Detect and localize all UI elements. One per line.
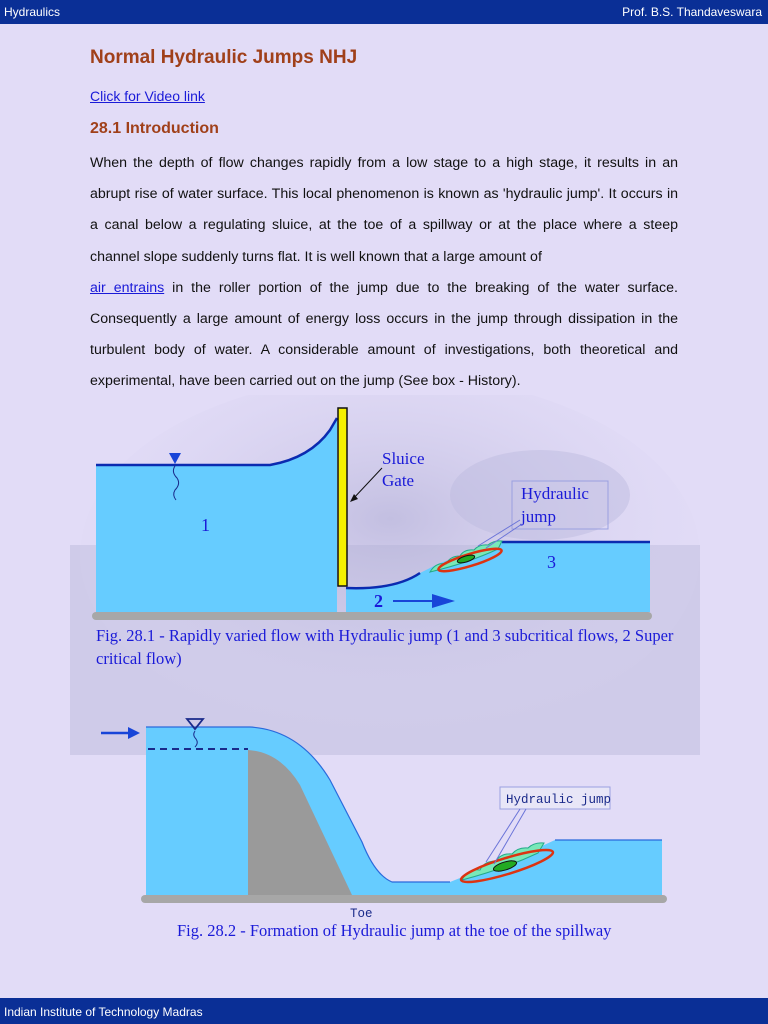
intro-text-1: When the depth of flow changes rapidly from a low stage to a high stage, it results in an abrupt rise of water surface. This local phenomenon is known as 'hydraulic jump'. It occurs in a canal below a regulating sluice, at the toe of a spillway or at the place where a steep channel slope suddenly turns flat. It is well known that a large amount of [90, 155, 678, 265]
footer-bar [0, 998, 768, 1024]
fig1-sluice-gate [338, 408, 347, 586]
fig2-label-toe: Toe [350, 907, 373, 920]
header-bar [0, 0, 768, 24]
fig1-label-sluice: Sluice [382, 449, 425, 468]
intro-text-2: in the roller portion of the jump due to the breaking of the water surface. Consequently a large amount of energy loss occurs in the jump through dissipation in the turbulent body of water. A considerable amount of investigations, both theoretical and experimental, have been carried out on the jump (See box - History). [90, 279, 678, 390]
header-course: Hydraulics [4, 5, 61, 19]
footer-institution: Indian Institute of Technology Madras [4, 1005, 203, 1019]
fig1-channel-bed [92, 612, 652, 620]
fig2-label-hydraulic-jump: Hydraulic jump [506, 793, 612, 807]
fig1-water-level-icon [169, 453, 181, 464]
fig1-label-hydraulic: Hydraulic [521, 484, 589, 503]
fig1-label-gate: Gate [382, 471, 415, 490]
fig1-zone-2: 2 [374, 591, 383, 611]
page-title: Normal Hydraulic Jumps NHJ [90, 47, 358, 68]
fig2-caption: Fig. 28.2 - Formation of Hydraulic jump at the toe of the spillway [177, 921, 612, 940]
air-entrains-link[interactable]: air entrains [90, 279, 165, 296]
header-author: Prof. B.S. Thandaveswara [622, 5, 762, 19]
figure-2-spillway [0, 710, 768, 920]
fig1-downstream-water [346, 542, 650, 612]
video-link[interactable]: Click for Video link [90, 88, 205, 104]
fig2-inflow-arrow [128, 727, 140, 739]
section-heading: 28.1 Introduction [90, 120, 219, 137]
fig1-label-jump: jump [521, 507, 556, 526]
fig2-channel-bed [141, 895, 667, 903]
fig1-zone-1: 1 [201, 515, 210, 535]
fig2-water [146, 727, 662, 895]
intro-paragraph [90, 148, 678, 398]
fig1-zone-3: 3 [547, 552, 556, 572]
fig1-caption: Fig. 28.1 - Rapidly varied flow with Hydraulic jump (1 and 3 subcritical flows, 2 Super critical flow) [96, 626, 674, 668]
fig1-upstream-water [96, 418, 337, 612]
figure-1-sluice-gate [0, 400, 768, 625]
